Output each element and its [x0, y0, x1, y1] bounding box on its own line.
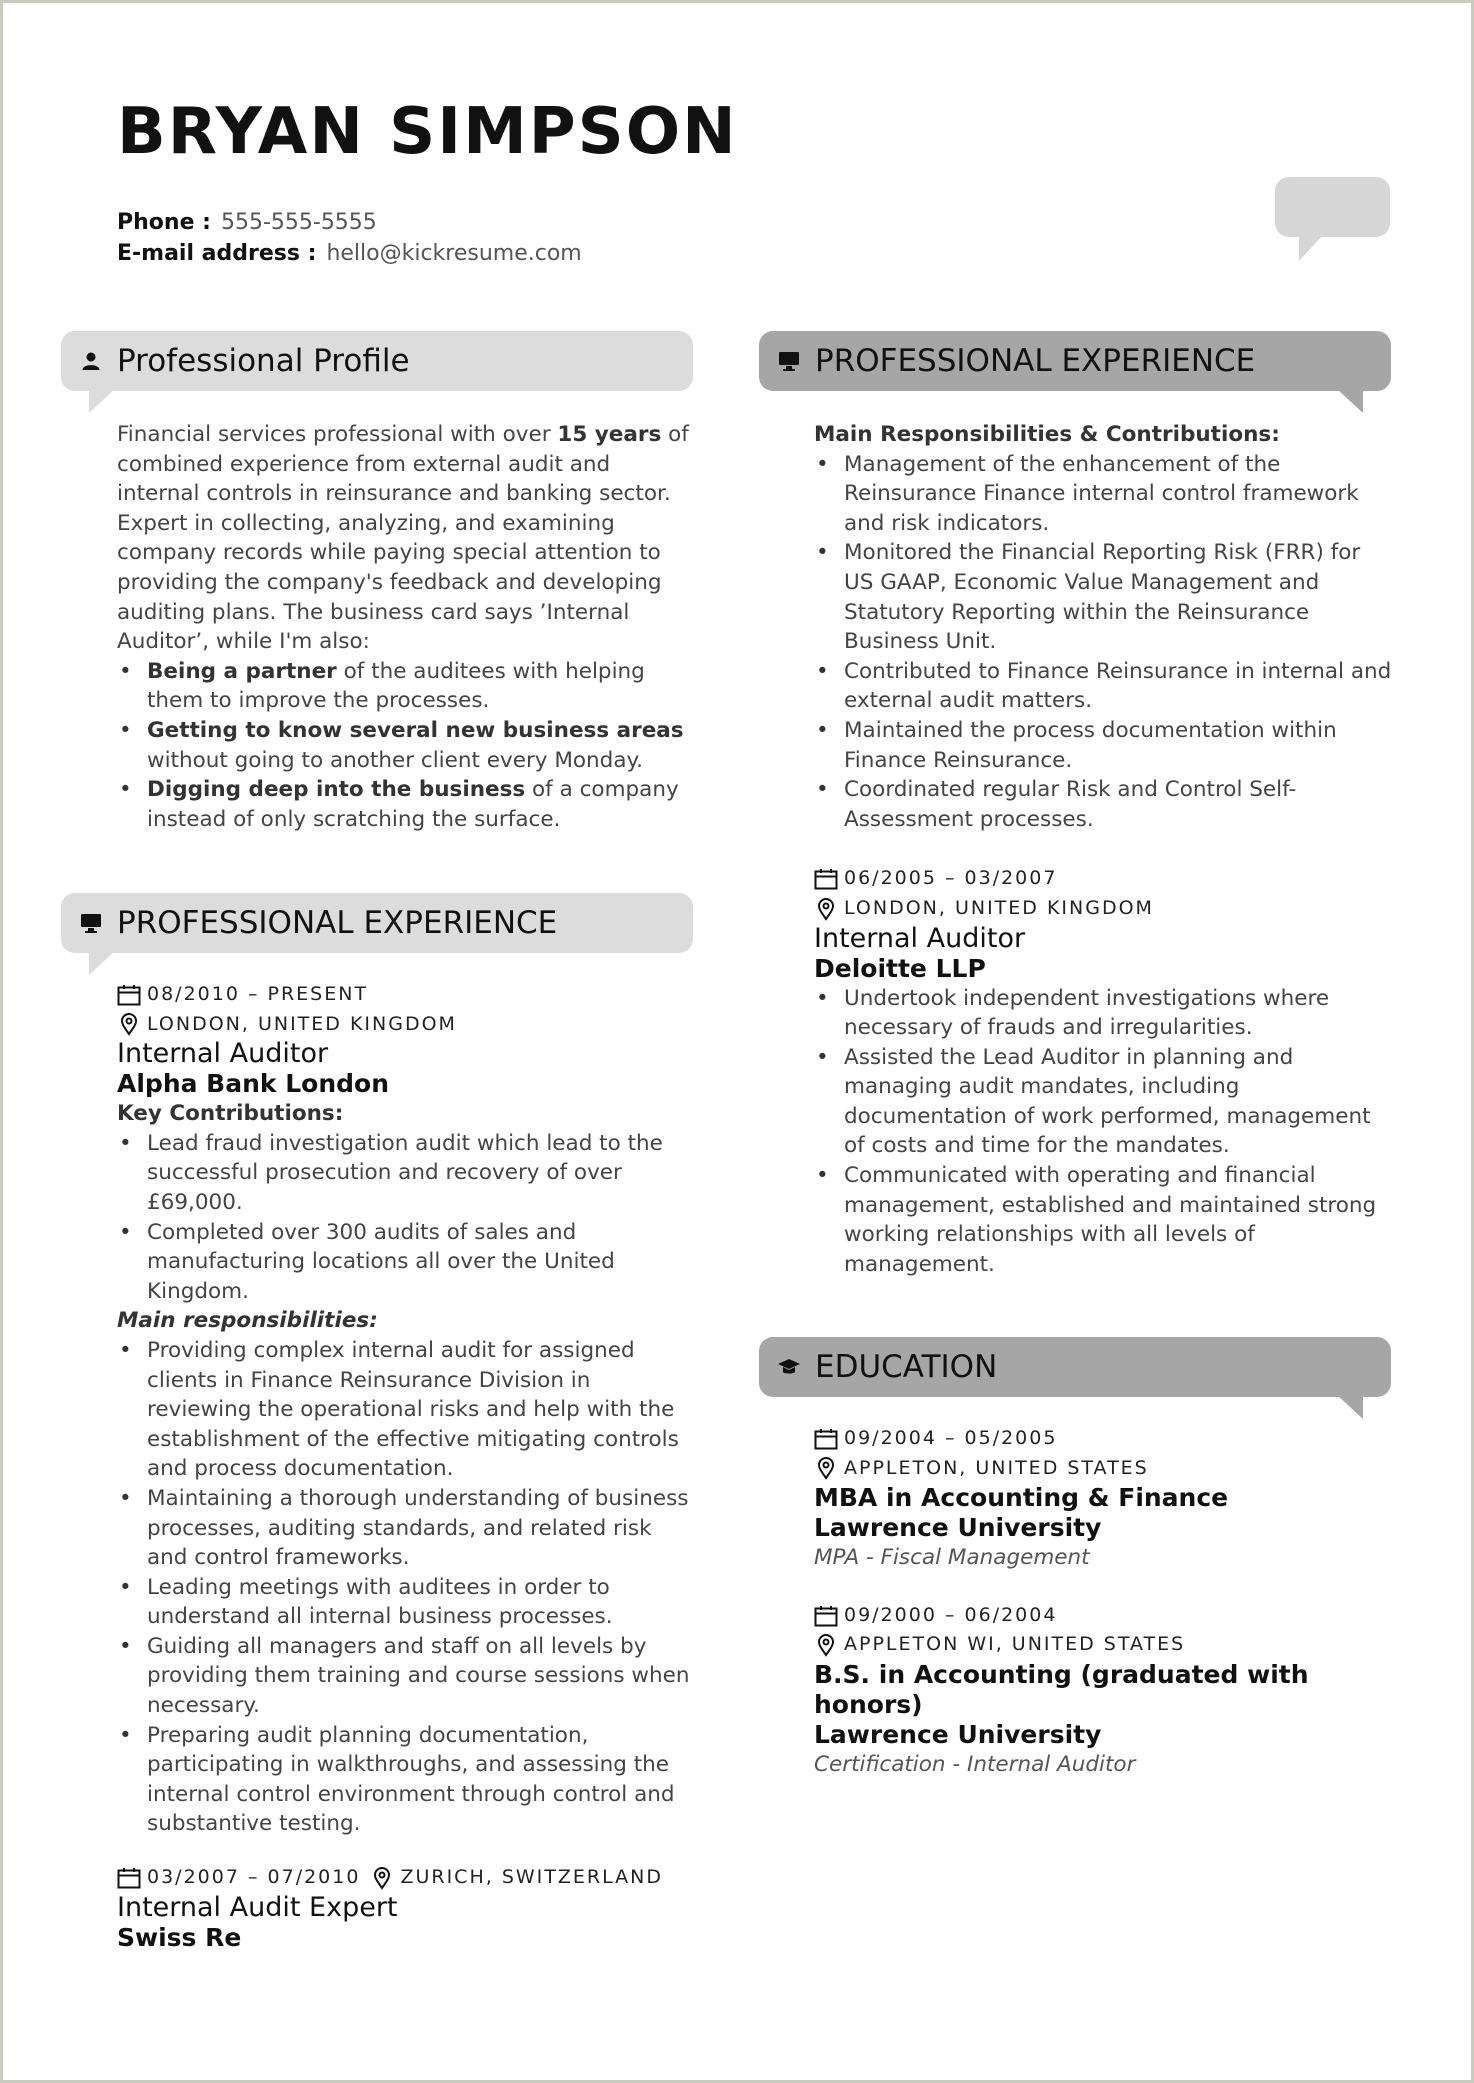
main-responsibilities-label: Main responsibilities: [117, 1308, 378, 1334]
list-item: • Maintaining a thorough understanding of business processes, auditing standards, and related risk and control frameworks. [117, 1484, 697, 1573]
email-label: E-mail address : [117, 241, 317, 266]
company-name: Deloitte LLP [814, 953, 986, 983]
edu-location [814, 1630, 1394, 1660]
job-location [117, 1010, 697, 1040]
profile-text: Financial services professional with over [117, 422, 558, 447]
edu-dates-text: 09/2000 – 06/2004 [844, 1603, 1058, 1626]
calendar-icon [814, 1428, 838, 1450]
edu-dates-text: 09/2004 – 05/2005 [844, 1427, 1058, 1449]
contributions-list [117, 1129, 697, 1307]
edu-location [814, 1454, 1394, 1484]
location-pin-icon [117, 1012, 141, 1036]
location-pin-icon [814, 1456, 838, 1480]
job-location [814, 894, 1394, 924]
edu-note: MPA - Fiscal Management [814, 1545, 1090, 1571]
speech-bubble-decoration [1275, 177, 1390, 237]
list-item: • Preparing audit planning documentation, participating in walkthroughs, and assessing the internal control environment through control and substantive testing. [117, 1721, 697, 1839]
job-duties-list [814, 984, 1394, 1280]
location-pin-icon [814, 1633, 838, 1657]
section-header-experience-right [759, 331, 1391, 391]
list-item: • Maintained the process documentation within Finance Reinsurance. [814, 716, 1394, 775]
list-item: • Guiding all managers and staff on all levels by providing them training and course sessions when necessary. [117, 1632, 697, 1721]
list-item-text: without going to another client every Monday. [147, 747, 643, 773]
list-item-bold: Being a partner [147, 658, 337, 684]
degree-title: MBA in Accounting & Finance [814, 1483, 1229, 1513]
list-item: • Coordinated regular Risk and Control Self-Assessment processes. [814, 775, 1394, 834]
contact-info [117, 207, 582, 269]
edu-location-text: APPLETON WI, UNITED STATES [844, 1633, 1186, 1656]
job-dates [117, 980, 697, 1010]
list-item [117, 657, 697, 716]
education-entry [814, 1601, 1394, 1780]
monitor-icon [777, 349, 801, 373]
list-item: • Undertook independent investigations where necessary of frauds and irregularities. [814, 984, 1394, 1043]
list-item: • Providing complex internal audit for assigned clients in Finance Reinsurance Division in reviewing the operational risks and help with the establishment of the effective mitigating controls and process documentation. [117, 1336, 697, 1484]
person-icon [79, 349, 103, 373]
job-dates-text: 08/2010 – PRESENT [147, 983, 369, 1005]
responsibilities-label: Main Responsibilities & Contributions: [814, 422, 1280, 447]
company-name: Swiss Re [117, 1922, 242, 1952]
job-title: Internal Audit Expert [117, 1891, 398, 1923]
calendar-icon [117, 984, 141, 1006]
section-title-experience: PROFESSIONAL EXPERIENCE [117, 905, 558, 941]
section-header-education [759, 1337, 1391, 1397]
edu-note: Certification - Internal Auditor [814, 1751, 1136, 1777]
job-alpha-bank [117, 980, 697, 1953]
school-name: Lawrence University [814, 1719, 1102, 1749]
calendar-icon [117, 1867, 141, 1889]
monitor-icon [79, 911, 103, 935]
edu-location-text: APPLETON, UNITED STATES [844, 1456, 1149, 1479]
section-header-profile [61, 331, 693, 391]
profile-highlight: 15 years [557, 422, 662, 447]
phone-value: 555-555-5555 [220, 210, 377, 235]
job-dates-text: 03/2007 – 07/2010 [147, 1866, 361, 1889]
list-item: • Contributed to Finance Reinsurance in internal and external audit matters. [814, 657, 1394, 716]
candidate-name: BRYAN SIMPSON [117, 95, 738, 169]
job-location-text: LONDON, UNITED KINGDOM [844, 896, 1154, 919]
education-body [814, 1424, 1394, 1780]
company-name: Alpha Bank London [117, 1069, 390, 1099]
job-dates-text: 06/2005 – 03/2007 [844, 867, 1058, 890]
list-item: • Lead fraud investigation audit which lead to the successful prosecution and recovery of over £69,000. [117, 1129, 697, 1218]
edu-dates [814, 1601, 1394, 1631]
list-item-bold: Digging deep into the business [147, 777, 526, 803]
list-item: • Monitored the Financial Reporting Risk (FRR) for US GAAP, Economic Value Management and Statutory Reporting within the Reinsurance Business Unit. [814, 538, 1394, 656]
location-pin-icon [370, 1866, 394, 1890]
section-header-experience-left [61, 893, 693, 953]
profile-body [117, 420, 697, 834]
experience-right-body [814, 420, 1394, 1279]
profile-text-rest: of combined experience from external audit and internal controls in reinsurance and banking sector. Expert in collecting, analyzing, and examining company records while paying special attention to providing the company's feedback and developing auditing plans. The business card says ’Internal Auditor’, while I'm also: [117, 422, 689, 655]
profile-paragraph [117, 420, 697, 657]
list-item-text: of the auditees with helping them to improve the processes. [147, 658, 645, 714]
school-name: Lawrence University [814, 1513, 1102, 1543]
responsibilities-list [814, 450, 1394, 835]
section-title-education: EDUCATION [815, 1349, 998, 1385]
phone-label: Phone : [117, 210, 211, 235]
list-item [117, 775, 697, 834]
calendar-icon [814, 1605, 838, 1627]
calendar-icon [814, 868, 838, 890]
list-item-text: of a company instead of only scratching the surface. [147, 777, 679, 832]
list-item-bold: Getting to know several new business areas [147, 717, 684, 743]
section-title-experience: PROFESSIONAL EXPERIENCE [815, 343, 1256, 379]
education-entry [814, 1424, 1394, 1573]
job-title: Internal Auditor [117, 1038, 329, 1070]
edu-dates [814, 1424, 1394, 1454]
key-contributions-label: Key Contributions: [117, 1101, 344, 1127]
list-item: • Leading meetings with auditees in order to understand all internal business processes. [117, 1573, 697, 1632]
job-meta-swiss-re [117, 1863, 697, 1893]
job-title: Internal Auditor [814, 922, 1026, 954]
job-dates [814, 864, 1394, 894]
profile-list [117, 657, 697, 835]
list-item: • Assisted the Lead Auditor in planning and managing audit mandates, including documentation of work performed, management of costs and time for the mandates. [814, 1043, 1394, 1161]
job-location-text: LONDON, UNITED KINGDOM [147, 1012, 457, 1035]
location-pin-icon [814, 897, 838, 921]
email-line [117, 238, 582, 269]
job-location-text: ZURICH, SWITZERLAND [400, 1866, 663, 1889]
list-item: • Management of the enhancement of the Reinsurance Finance internal control framework and risk indicators. [814, 450, 1394, 539]
list-item: • Communicated with operating and financial management, established and maintained strong working relationships with all levels of management. [814, 1161, 1394, 1279]
responsibilities-list [117, 1336, 697, 1839]
phone-line [117, 207, 582, 238]
list-item: • Completed over 300 audits of sales and manufacturing locations all over the United Kingdom. [117, 1218, 697, 1307]
email-value: hello@kickresume.com [326, 241, 582, 266]
degree-title: B.S. in Accounting (graduated with honors) [814, 1659, 1309, 1719]
list-item [117, 716, 697, 775]
section-title-profile: Professional Profile [117, 343, 410, 379]
graduation-cap-icon [777, 1355, 801, 1379]
